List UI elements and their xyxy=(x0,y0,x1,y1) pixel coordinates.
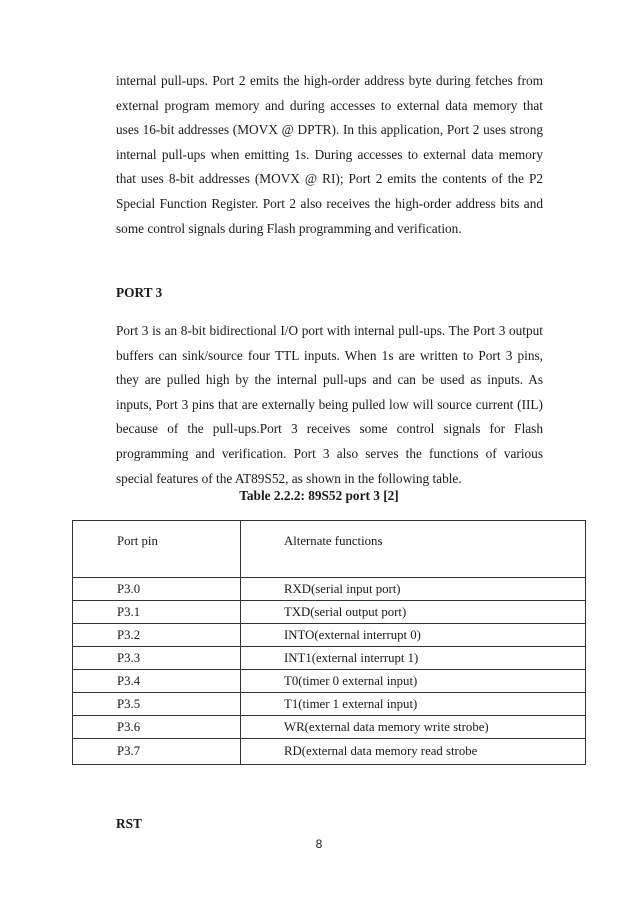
header-alternate-functions: Alternate functions xyxy=(241,521,586,578)
function-cell: RXD(serial input port) xyxy=(241,578,586,601)
intro-paragraph: internal pull-ups. Port 2 emits the high-order address byte during fetches from external program memory and during accesses to external data memory that uses 16-bit addresses (MOVX @ DPTR). In this application, Port 2 uses strong internal pull-ups when emitting 1s. During accesses to external data memory that uses 8-bit addresses (MOVX @ RI); Port 2 emits the contents of the P2 Special Function Register. Port 2 also receives the high-order address bits and some control signals during Flash programming and verification. xyxy=(116,73,543,236)
function-cell: TXD(serial output port) xyxy=(241,601,586,624)
table-row xyxy=(73,716,586,739)
table-row xyxy=(73,624,586,647)
pin-cell: P3.3 xyxy=(73,647,241,670)
table-row xyxy=(73,601,586,624)
function-cell: WR(external data memory write strobe) xyxy=(241,716,586,739)
function-cell: T1(timer 1 external input) xyxy=(241,693,586,716)
table-row xyxy=(73,647,586,670)
pin-cell: P3.5 xyxy=(73,693,241,716)
pin-cell: P3.7 xyxy=(73,739,241,765)
table-row xyxy=(73,578,586,601)
table-row xyxy=(73,739,586,765)
pin-cell: P3.0 xyxy=(73,578,241,601)
port3-table xyxy=(72,520,586,765)
rst-heading: RST xyxy=(116,816,142,831)
port3-paragraph: Port 3 is an 8-bit bidirectional I/O port with internal pull-ups. The Port 3 output buffers can sink/source four TTL inputs. When 1s are written to Port 3 pins, they are pulled high by the internal pull-ups and can be used as inputs. As inputs, Port 3 pins that are externally being pulled low will source current (IIL) because of the pull-ups.Port 3 receives some control signals for Flash programming and verification. Port 3 also serves the functions of various special features of the AT89S52, as shown in the following table. xyxy=(116,323,543,486)
pin-cell: P3.4 xyxy=(73,670,241,693)
function-cell: INT1(external interrupt 1) xyxy=(241,647,586,670)
table-row xyxy=(73,670,586,693)
table-caption: Table 2.2.2: 89S52 port 3 [2] xyxy=(239,488,399,503)
port3-heading: PORT 3 xyxy=(116,285,163,300)
pin-cell: P3.2 xyxy=(73,624,241,647)
function-cell: T0(timer 0 external input) xyxy=(241,670,586,693)
page-number: 8 xyxy=(315,837,323,851)
table-row xyxy=(73,693,586,716)
function-cell: INTO(external interrupt 0) xyxy=(241,624,586,647)
function-cell: RD(external data memory read strobe xyxy=(241,739,586,765)
pin-cell: P3.6 xyxy=(73,716,241,739)
table-header-row xyxy=(73,521,586,578)
header-port-pin: Port pin xyxy=(73,521,241,578)
pin-cell: P3.1 xyxy=(73,601,241,624)
